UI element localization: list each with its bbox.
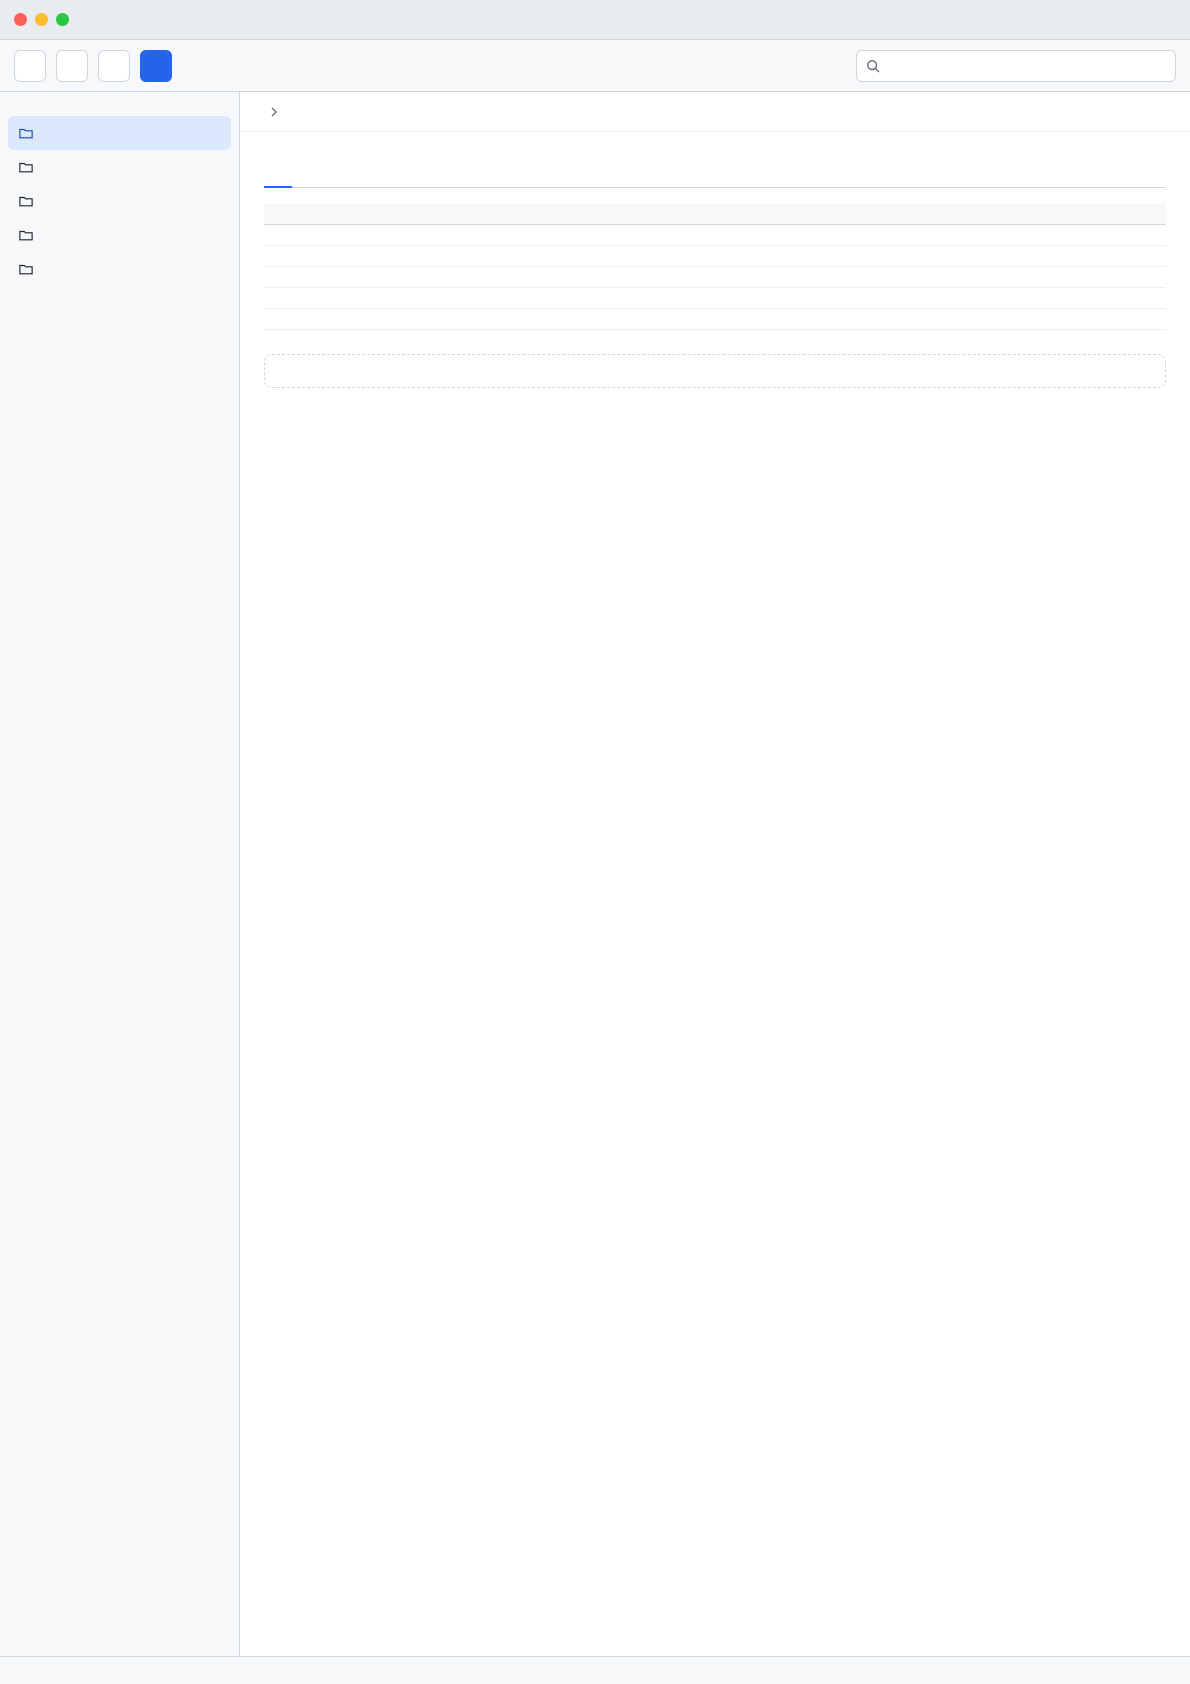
toolbar-button-3[interactable]: [98, 50, 130, 82]
table-row[interactable]: [264, 246, 1166, 267]
folder-icon: [18, 159, 34, 175]
table-cell: [715, 309, 941, 330]
table-cell: [264, 288, 490, 309]
primary-action-button[interactable]: [140, 50, 172, 82]
sidebar-item-5[interactable]: [8, 252, 231, 286]
table-cell: [490, 246, 716, 267]
tab-2[interactable]: [296, 170, 324, 188]
column-header[interactable]: [715, 204, 941, 225]
toolbar: [0, 40, 1190, 92]
table-cell: [715, 246, 941, 267]
minimize-window-button[interactable]: [35, 13, 48, 26]
table-header-row: [264, 204, 1166, 225]
maximize-window-button[interactable]: [56, 13, 69, 26]
sidebar: [0, 92, 240, 1656]
table-row[interactable]: [264, 288, 1166, 309]
tab-3[interactable]: [328, 170, 356, 188]
search-input[interactable]: [887, 58, 1167, 73]
folder-icon: [18, 125, 34, 141]
table-cell: [715, 267, 941, 288]
table-cell: [490, 288, 716, 309]
table-cell: [490, 225, 716, 246]
column-header[interactable]: [264, 204, 490, 225]
chevron-right-icon: [266, 104, 282, 120]
table-cell: [715, 288, 941, 309]
tab-1[interactable]: [264, 170, 292, 188]
table-cell: [941, 309, 1167, 330]
content-area: [240, 132, 1190, 1656]
sidebar-item-2[interactable]: [8, 150, 231, 184]
search-box[interactable]: [856, 50, 1176, 82]
sidebar-item-3[interactable]: [8, 184, 231, 218]
table-cell: [941, 225, 1167, 246]
sidebar-item-1[interactable]: [8, 116, 231, 150]
close-window-button[interactable]: [14, 13, 27, 26]
sidebar-heading: [8, 104, 231, 116]
status-bar: [0, 1656, 1190, 1684]
table-cell: [941, 246, 1167, 267]
column-header[interactable]: [941, 204, 1167, 225]
table-row[interactable]: [264, 309, 1166, 330]
search-icon: [865, 58, 881, 74]
folder-icon: [18, 261, 34, 277]
content-note: [264, 354, 1166, 388]
toolbar-button-1[interactable]: [14, 50, 46, 82]
table-cell: [715, 225, 941, 246]
sidebar-item-4[interactable]: [8, 218, 231, 252]
table-row[interactable]: [264, 267, 1166, 288]
table-cell: [264, 267, 490, 288]
folder-icon: [18, 227, 34, 243]
breadcrumb: [240, 92, 1190, 132]
table-cell: [941, 267, 1167, 288]
title-bar: [0, 0, 1190, 40]
tab-bar: [264, 170, 1166, 188]
table-cell: [941, 288, 1167, 309]
table-cell: [490, 309, 716, 330]
folder-icon: [18, 193, 34, 209]
table-cell: [264, 225, 490, 246]
table-cell: [490, 267, 716, 288]
table-row[interactable]: [264, 225, 1166, 246]
table-cell: [264, 309, 490, 330]
table-cell: [264, 246, 490, 267]
toolbar-button-2[interactable]: [56, 50, 88, 82]
data-table: [264, 204, 1166, 330]
column-header[interactable]: [490, 204, 716, 225]
app-body: [0, 92, 1190, 1656]
main-panel: [240, 92, 1190, 1656]
window-controls: [14, 13, 69, 26]
